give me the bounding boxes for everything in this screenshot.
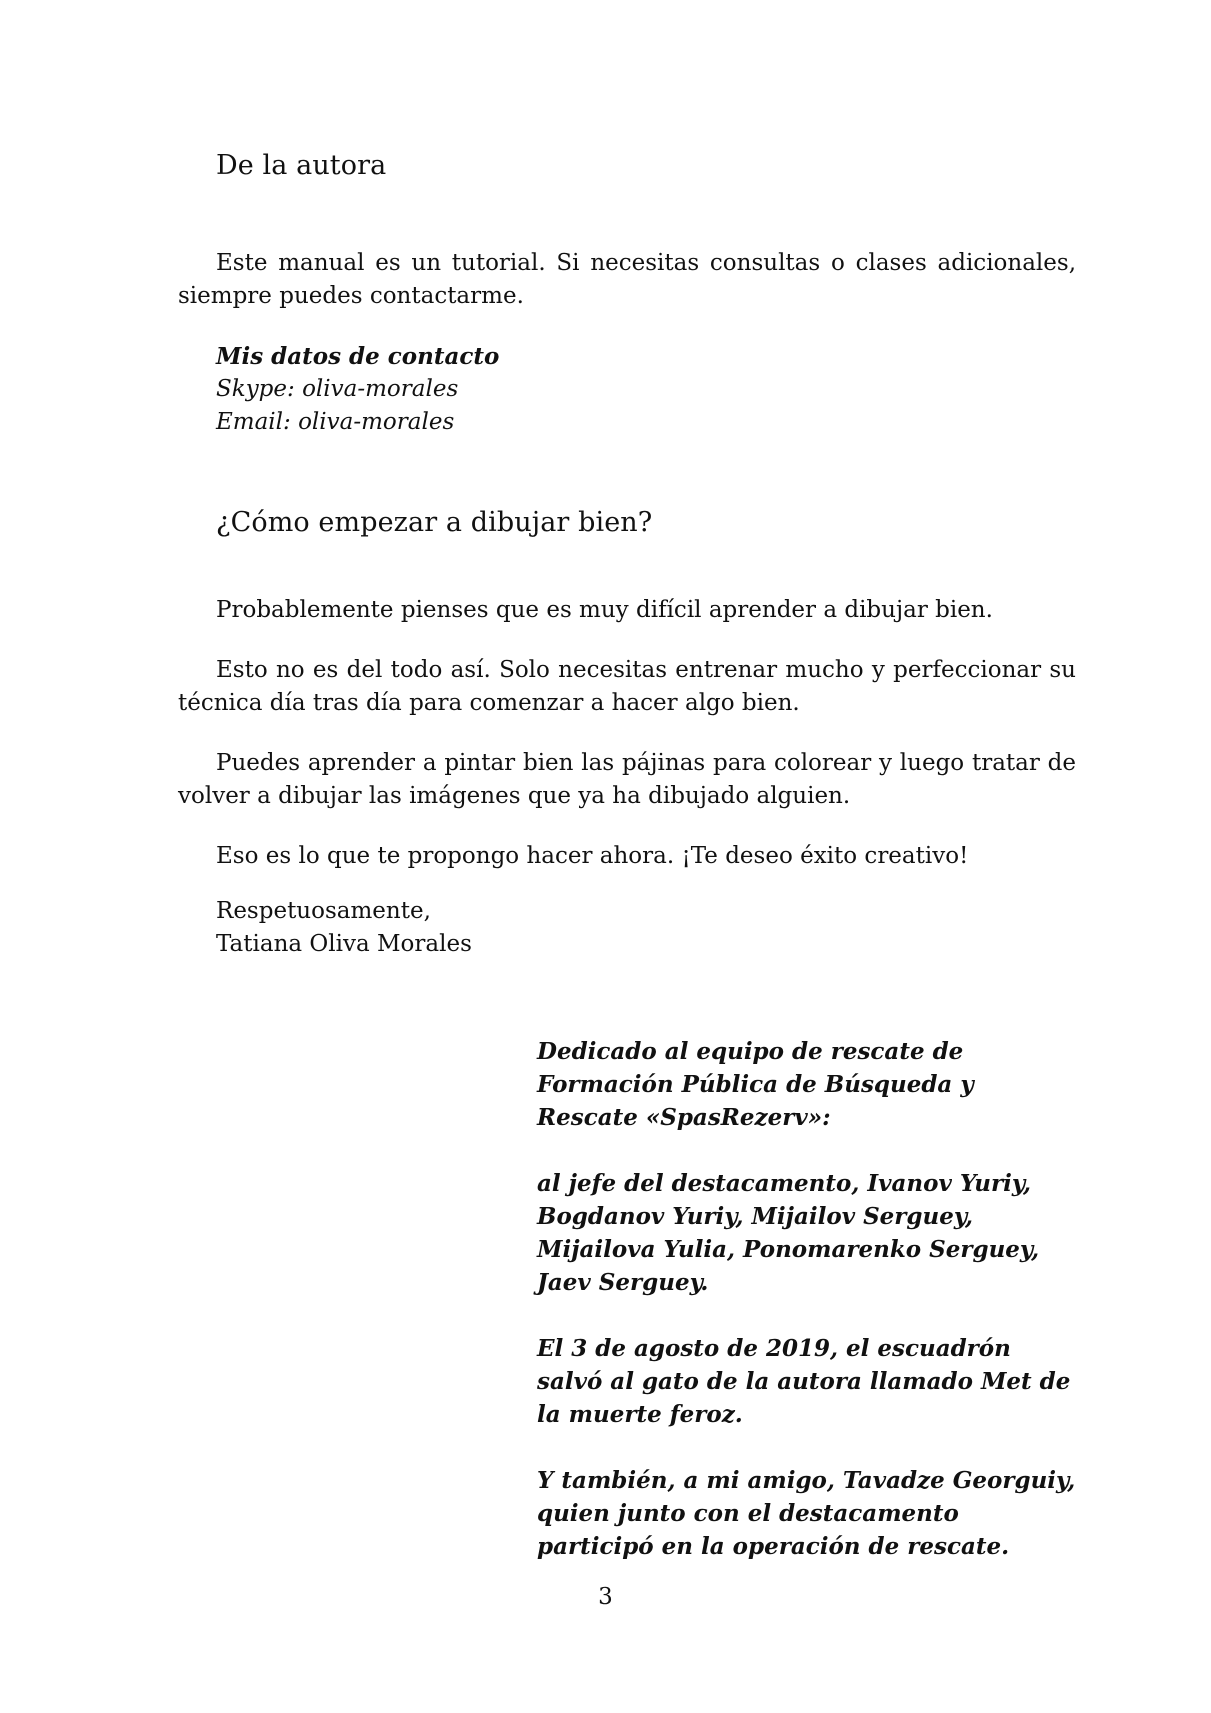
contact-email: Email: oliva-morales [216, 409, 455, 435]
dedication-block [537, 1035, 1077, 1563]
main-content [178, 150, 1076, 961]
section-heading-author: De la autora [216, 150, 387, 181]
paragraph-4: Eso es lo que te propongo hacer ahora. ¡Te deseo éxito creativo! [216, 843, 969, 869]
dedication-paragraph-1: Dedicado al equipo de rescate de Formación Pública de Búsqueda y Rescate «SpasRezerv»: [537, 1038, 974, 1131]
intro-paragraph: Este manual es un tutorial. Si necesitas consultas o clases adicionales, siempre puedes contactarme. [178, 250, 1076, 309]
signature-name: Tatiana Oliva Morales [216, 931, 472, 957]
contact-skype: Skype: oliva-morales [216, 376, 459, 402]
signature-closing: Respetuosamente, [216, 898, 431, 924]
paragraph-1: Probablemente pienses que es muy difícil aprender a dibujar bien. [216, 597, 993, 623]
paragraph-3: Puedes aprender a pintar bien las pájinas para colorear y luego tratar de volver a dibujar las imágenes que ya ha dibujado alguien. [178, 750, 1076, 809]
contact-title: Mis datos de contacto [216, 343, 500, 370]
signature-block [178, 895, 1076, 961]
dedication-paragraph-4: Y también, a mi amigo, Tavadze Georguiy, quien junto con el destacamento participó en la operación de rescate. [537, 1467, 1076, 1560]
section-heading-howto: ¿Cómo empezar a dibujar bien? [216, 507, 653, 538]
paragraph-2: Esto no es del todo así. Solo necesitas entrenar mucho y perfeccionar su técnica día tras día para comenzar a hacer algo bien. [178, 657, 1076, 716]
contact-block [178, 340, 1076, 439]
dedication-paragraph-2: al jefe del destacamento, Ivanov Yuriy, Bogdanov Yuriy, Mijailov Serguey, Mijailova Yulia, Ponomarenko Serguey, Jaev Serguey. [537, 1170, 1040, 1296]
dedication-paragraph-3: El 3 de agosto de 2019, el escuadrón salvó al gato de la autora llamado Met de la muerte feroz. [537, 1335, 1071, 1428]
page-number: 3 [598, 1584, 613, 1610]
